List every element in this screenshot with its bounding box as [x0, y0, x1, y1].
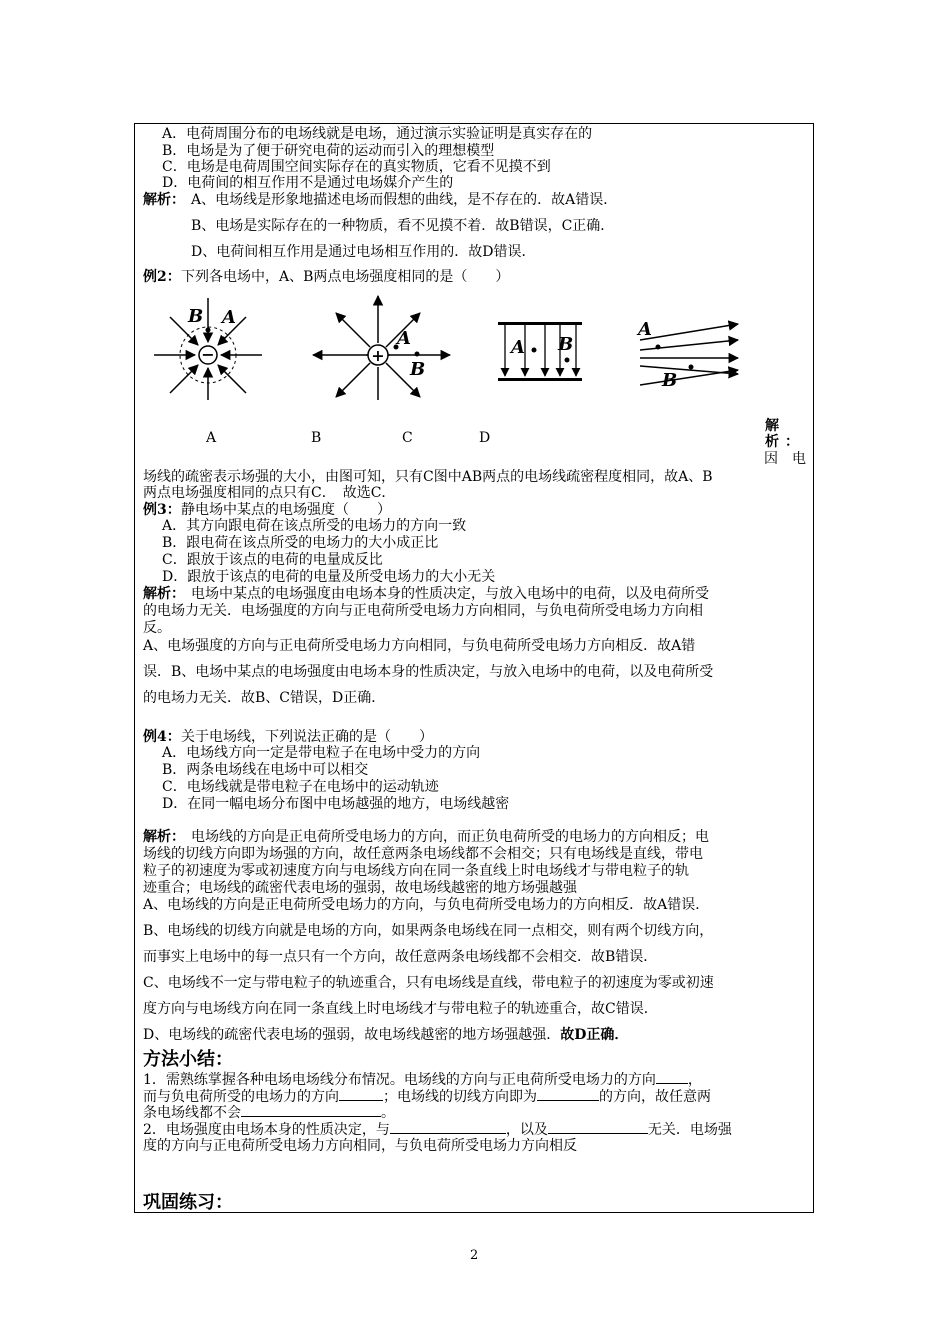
- ex1-option-a: A．电荷周围分布的电场线就是电场，通过演示实验证明是真实存在的: [162, 126, 593, 142]
- summary-item-1-line-3: 条电场线都不会 。: [143, 1105, 395, 1121]
- ex3-label: 例3：: [143, 502, 181, 518]
- ex3-option-a: A．其方向跟电荷在该点所受的电场力的方向一致: [162, 518, 467, 534]
- ex3-analysis-line: 的电场力无关．电场强度的方向与正电荷所受电场力方向相同，与负电荷所受电场力方向相: [143, 603, 703, 619]
- ex4-analysis-label: 解析：: [143, 829, 185, 845]
- ex4-analysis-line: 场线的切线方向即为场强的方向，故任意两条电场线都不会相交；只有电场线是直线，带电: [143, 846, 703, 862]
- ex2-question: 下列各电场中，A、B两点电场强度相同的是（ ）: [181, 269, 510, 285]
- ex4-question: 关于电场线，下列说法正确的是（ ）: [181, 729, 433, 745]
- ex3-question: 静电场中某点的电场强度（ ）: [181, 502, 391, 518]
- ex2-analysis-line: 两点电场强度相同的点只有C． 故选C．: [143, 485, 396, 501]
- blank-field[interactable]: [548, 1121, 648, 1134]
- ex4-detail-line: C、电场线不一定与带电粒子的轨迹重合，只有电场线是直线，带电粒子的初速度为零或初速: [143, 975, 714, 991]
- ex3-option-c: C．跟放于该点的电荷的电量成反比: [162, 552, 383, 568]
- ex1-option-c: C．电场是电荷周围空间实际存在的真实物质，它看不见摸不到: [162, 159, 551, 175]
- blank-field[interactable]: [241, 1104, 381, 1117]
- ex4-analysis-line: 电场线的方向是正电荷所受电场力的方向，而正负电荷所受的电场力的方向相反；电: [191, 829, 709, 845]
- ex4-option-b: B．两条电场线在电场中可以相交: [162, 762, 369, 778]
- ex2-analysis-label-char: ：: [785, 434, 799, 450]
- choice-d-label: D: [479, 430, 491, 446]
- ex4-analysis-line: 迹重合；电场线的疏密代表电场的强弱，故电场线越密的地方场强越强: [143, 880, 577, 896]
- ex3-detail-line: A、电场强度的方向与正电荷所受电场力方向相同，与负电荷所受电场力方向相反．故A错: [143, 638, 696, 654]
- summary-item-1-line-1: 1．需熟练掌握各种电场电场线分布情况。电场线的方向与正电荷所受电场力的方向 ，: [143, 1072, 702, 1088]
- ex3-detail-line: 误．B、电场中某点的电场强度由电场本身的性质决定，与放入电场中的电荷，以及电荷所受: [143, 664, 714, 680]
- summary-heading: 方法小结：: [143, 1049, 233, 1070]
- ex4-option-d: D．在同一幅电场分布图中电场越强的地方，电场线越密: [162, 796, 510, 812]
- blank-field[interactable]: [390, 1121, 506, 1134]
- ex3-analysis-label: 解析：: [143, 586, 185, 602]
- ex4-detail-line: 而事实上电场中的每一点只有一个方向，故任意两条电场线都不会相交．故B错误．: [143, 949, 658, 965]
- field-diagrams: [140, 290, 760, 400]
- blank-field[interactable]: [537, 1088, 599, 1101]
- ex1-analysis-line: B、电场是实际存在的一种物质，看不见摸不着．故B错误，C正确．: [191, 218, 615, 234]
- page-number: 2: [470, 1248, 479, 1263]
- ex4-analysis-line: 粒子的初速度为零或初速度方向与电场线方向在同一条直线上时电场线才与带电粒子的轨: [143, 863, 689, 879]
- diagram-c-parallel-plates: [498, 322, 582, 381]
- diagram-b-label-a: A: [397, 328, 411, 349]
- ex3-analysis-line: 反。: [143, 620, 171, 636]
- diagram-b-label-b: B: [410, 359, 426, 380]
- ex3-detail-line: 的电场力无关．故B、C错误，D正确．: [143, 690, 386, 706]
- blank-field[interactable]: [656, 1071, 688, 1084]
- choice-b-label: B: [311, 430, 322, 446]
- blank-field[interactable]: [339, 1088, 383, 1101]
- positive-sign: +: [371, 346, 385, 365]
- ex1-option-d: D．电荷间的相互作用不是通过电场媒介产生的: [162, 175, 454, 191]
- ex4-detail-line: A、电场线的方向是正电荷所受电场力的方向，与负电荷所受电场力的方向相反．故A错误．: [143, 897, 710, 913]
- summary-item-2-line-2: 度的方向与正电荷所受电场力方向相同，与负电荷所受电场力方向相反: [143, 1138, 577, 1154]
- diagram-c-label-a: A: [511, 337, 525, 358]
- diagram-c-label-b: B: [558, 334, 574, 355]
- ex2-analysis-line: 场线的疏密表示场强的大小，由图可知，只有C图中AB两点的电场线疏密程度相同，故A、B: [143, 469, 713, 485]
- ex3-option-d: D．跟放于该点的电荷的电量及所受电场力的大小无关: [162, 569, 496, 585]
- summary-item-2-line-1: 2．电场强度由电场本身的性质决定，与 ，以及 无关．电场强: [143, 1122, 732, 1138]
- summary-item-1-line-2: 而与负电荷所受的电场力的方向 ；电场线的切线方向即为 的方向，故任意两: [143, 1089, 711, 1105]
- diagram-b-positive-charge: [313, 296, 450, 400]
- ex2-analysis-label-char: 析: [765, 434, 779, 450]
- ex2-label: 例2：: [143, 269, 181, 285]
- ex3-option-b: B．跟电荷在该点所受的电场力的大小成正比: [162, 535, 439, 551]
- diagram-a-label-b: B: [188, 306, 204, 327]
- choice-c-label: C: [402, 430, 413, 446]
- diagram-a-label-a: A: [222, 307, 236, 328]
- ex4-label: 例4：: [143, 729, 181, 745]
- diagram-d-label-b: B: [662, 370, 678, 391]
- ex4-option-a: A．电场线方向一定是带电粒子在电场中受力的方向: [162, 745, 481, 761]
- ex1-analysis-line: A、电场线是形象地描述电场而假想的曲线，是不存在的．故A错误．: [191, 192, 618, 208]
- ex1-analysis-label: 解析：: [143, 192, 185, 208]
- diagram-d-diverging-field: [636, 319, 738, 391]
- ex4-answer: 故D正确．: [560, 1027, 629, 1043]
- ex2-analysis-label-char: 解: [765, 418, 779, 434]
- ex4-last-text: D、电场线的疏密代表电场的强弱，故电场线越密的地方场强越强．: [143, 1027, 561, 1043]
- negative-sign: −: [201, 345, 215, 364]
- diagram-d-label-a: A: [638, 319, 652, 340]
- diagram-a-negative-charge: [154, 298, 262, 400]
- ex3-analysis-line: 电场中某点的电场强度由电场本身的性质决定，与放入电场中的电荷，以及电荷所受: [191, 586, 709, 602]
- practice-heading: 巩固练习：: [143, 1192, 233, 1213]
- ex4-option-c: C．电场线就是带电粒子在电场中的运动轨迹: [162, 779, 439, 795]
- ex1-analysis-line: D、电荷间相互作用是通过电场相互作用的．故D错误．: [191, 244, 536, 260]
- ex2-analysis-side: 因 电: [764, 451, 806, 467]
- choice-a-label: A: [206, 430, 217, 446]
- ex4-detail-line: 度方向与电场线方向在同一条直线上时电场线才与带电粒子的轨迹重合，故C错误．: [143, 1001, 658, 1017]
- ex1-option-b: B．电场是为了便于研究电荷的运动而引入的理想模型: [162, 143, 495, 159]
- ex4-detail-line: B、电场线的切线方向就是电场的方向，如果两条电场线在同一点相交，则有两个切线方向，: [143, 923, 714, 939]
- ex4-last-line: [143, 1027, 628, 1043]
